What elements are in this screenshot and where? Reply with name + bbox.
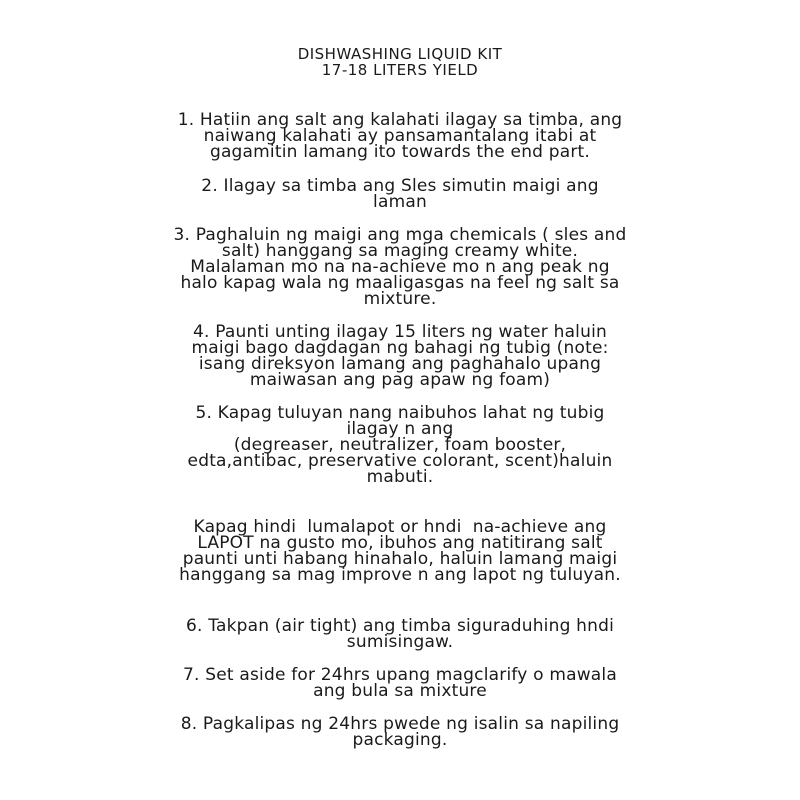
step-1-line: gagamitin lamang ito towards the end part. xyxy=(209,142,591,162)
step-5-line: ilagay n ang xyxy=(346,419,454,439)
step-2 xyxy=(0,178,800,210)
step-5-line: mabuti. xyxy=(366,467,434,487)
step-5-line: (degreaser, neutralizer, foam booster, xyxy=(233,435,567,455)
subtitle-line: 17-18 LITERS YIELD xyxy=(321,61,479,79)
step-6 xyxy=(0,618,800,650)
step-4-line: maiwasan ang pag apaw ng foam) xyxy=(249,370,551,390)
step-8 xyxy=(0,716,800,748)
note-line: Kapag hindi lumalapot or hndi na-achieve ang xyxy=(193,517,607,537)
step-4-line: maigi bago dagdagan ng bahagi ng tubig (note: xyxy=(191,338,609,358)
step-1-line: 1. Hatiin ang salt ang kalahati ilagay sa timba, ang xyxy=(177,110,623,130)
step-1 xyxy=(0,112,800,160)
title-line: DISHWASHING LIQUID KIT xyxy=(297,45,503,63)
step-4-line: 4. Paunti unting ilagay 15 liters ng water haluin xyxy=(193,322,607,342)
step-5 xyxy=(0,405,800,485)
step-5-line: edta,antibac, preservative colorant, scent)haluin xyxy=(187,451,613,471)
step-7 xyxy=(0,667,800,699)
step-4 xyxy=(0,324,800,388)
step-6-line: sumisingaw. xyxy=(346,632,454,652)
step-6-line: 6. Takpan (air tight) ang timba siguraduhing hndi xyxy=(185,616,615,636)
note-line: paunti unti habang hinahalo, haluin lamang maigi xyxy=(182,549,618,569)
page-title xyxy=(0,46,800,78)
step-2-line: 2. Ilagay sa timba ang Sles simutin maigi ang xyxy=(201,176,599,196)
step-4-line: isang direksyon lamang ang paghahalo upang xyxy=(198,354,602,374)
note-paragraph xyxy=(0,519,800,583)
step-2-line: laman xyxy=(373,192,427,212)
step-7-line: ang bula sa mixture xyxy=(313,681,487,701)
step-1-line: naiwang kalahati ay pansamantalang itabi at xyxy=(203,126,597,146)
step-5-line: 5. Kapag tuluyan nang naibuhos lahat ng tubig xyxy=(195,403,605,423)
step-3-line: Malalaman mo na na-achieve mo n ang peak ng xyxy=(190,257,610,277)
step-3-line: 3. Paghaluin ng maigi ang mga chemicals ( sles and xyxy=(173,225,627,245)
step-8-line: 8. Pagkalipas ng 24hrs pwede ng isalin sa napiling xyxy=(180,714,620,734)
step-7-line: 7. Set aside for 24hrs upang magclarify o mawala xyxy=(183,665,617,685)
note-line: hanggang sa mag improve n ang lapot ng tuluyan. xyxy=(179,565,621,585)
note-line: LAPOT na gusto mo, ibuhos ang natitirang salt xyxy=(197,533,603,553)
step-3-line: mixture. xyxy=(363,289,437,309)
step-8-line: packaging. xyxy=(352,730,448,750)
step-3 xyxy=(0,227,800,307)
step-3-line: salt) hanggang sa maging creamy white. xyxy=(221,241,579,261)
step-3-line: halo kapag wala ng maaligasgas na feel ng salt sa xyxy=(180,273,620,293)
